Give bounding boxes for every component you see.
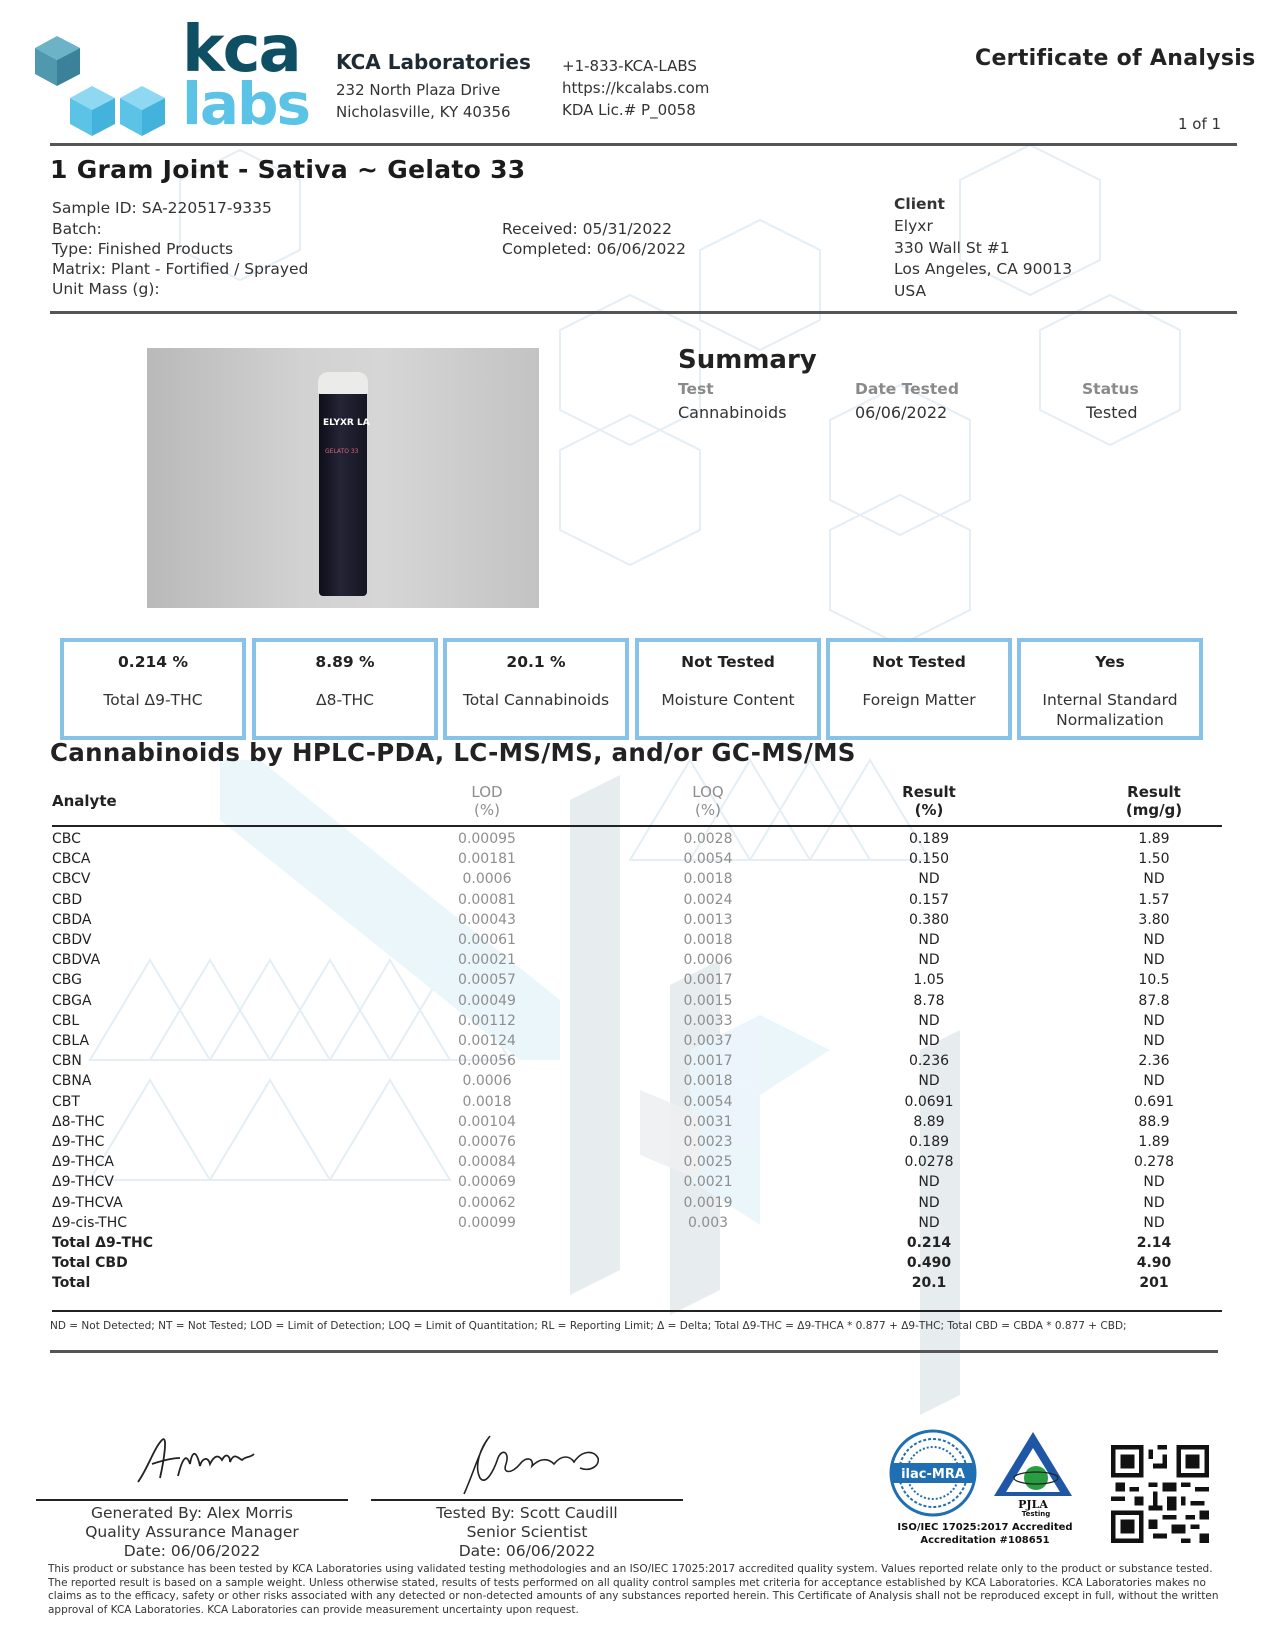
lod-cell: 0.00124: [458, 1033, 516, 1049]
qr-code-icon[interactable]: [1111, 1445, 1209, 1543]
lod-cell: 0.00104: [458, 1113, 516, 1130]
tested-by-title: Senior Scientist: [466, 1523, 588, 1541]
result-box-foreign-matter: [826, 638, 1012, 740]
kca-cubes-logo-icon: [30, 28, 175, 138]
header-divider: [50, 143, 1237, 146]
total-percent-cell: 20.1: [911, 1275, 947, 1292]
result-percent-cell: 8.78: [913, 992, 945, 1009]
total-mg-cell: 2.14: [1136, 1235, 1172, 1251]
completed-date: Completed: 06/06/2022: [502, 240, 687, 258]
analyte-cell: CBN: [52, 1053, 82, 1070]
lod-cell: 0.00069: [458, 1174, 516, 1191]
result-percent-cell: 0.150: [908, 851, 950, 868]
lod-cell: 0.00056: [458, 1053, 516, 1070]
table-row: [52, 930, 1220, 951]
th-result-mg-label: Result: [1127, 783, 1181, 801]
th-lod: [392, 783, 582, 819]
result-mg-cell: 1.89: [1138, 831, 1170, 847]
received-date: Received: 05/31/2022: [502, 220, 673, 238]
th-loq-unit: (%): [695, 801, 721, 819]
box-value: 0.214 %: [118, 653, 188, 671]
product-photo: [147, 348, 539, 608]
pjla-sub-text: Testing: [1021, 1510, 1051, 1518]
result-box-normalization: [1017, 638, 1203, 740]
unit-mass: Unit Mass (g):: [52, 280, 160, 298]
result-percent-cell: ND: [918, 952, 940, 969]
lod-cell: 0.00099: [458, 1214, 516, 1231]
loq-cell: 0.0054: [683, 851, 733, 868]
result-percent-cell: 0.189: [908, 1134, 950, 1150]
generated-by: Generated By: Alex Morris: [91, 1504, 293, 1522]
lod-cell: 0.0018: [462, 1093, 512, 1110]
table-row: [52, 849, 1220, 870]
analyte-cell: Δ9-THC: [52, 1134, 105, 1150]
summary-test: Cannabinoids: [678, 403, 787, 422]
lod-cell: 0.00057: [458, 972, 516, 989]
th-loq: [613, 783, 803, 819]
box-value: Yes: [1095, 653, 1125, 671]
box-value: Not Tested: [872, 653, 966, 671]
table-row: [52, 950, 1220, 971]
summary-col-test: Test: [678, 380, 714, 398]
result-mg-cell: ND: [1143, 1033, 1165, 1049]
loq-cell: 0.0054: [683, 1093, 733, 1110]
result-mg-cell: ND: [1143, 1174, 1165, 1191]
info-divider: [50, 311, 1237, 314]
client-heading: Client: [894, 195, 945, 213]
result-percent-cell: ND: [918, 1194, 940, 1211]
result-mg-cell: 0.691: [1133, 1093, 1175, 1110]
analyte-cell: Δ9-THCV: [52, 1174, 114, 1191]
result-percent-cell: ND: [918, 932, 940, 948]
analyte-cell: Δ8-THC: [52, 1113, 105, 1130]
client-city: Los Angeles, CA 90013: [894, 260, 1073, 278]
loq-cell: 0.0023: [683, 1134, 733, 1150]
box-label: Δ8-THC: [315, 691, 374, 709]
table-total-row: [52, 1273, 1220, 1294]
cannabinoids-section-title: Cannabinoids by HPLC-PDA, LC-MS/MS, and/or GC-MS/MS: [50, 738, 856, 767]
page-number: 1 of 1: [1178, 115, 1222, 133]
analyte-cell: Δ9-THCA: [52, 1154, 114, 1171]
th-result-mg: [1059, 783, 1249, 819]
loq-cell: 0.0025: [683, 1154, 733, 1171]
table-row: [52, 1193, 1220, 1214]
lod-cell: 0.00112: [458, 1012, 516, 1029]
lod-cell: 0.00076: [458, 1134, 516, 1150]
loq-cell: 0.0017: [683, 1053, 733, 1070]
total-label-cell: Total CBD: [52, 1255, 128, 1272]
total-percent-cell: 0.214: [906, 1235, 952, 1251]
table-footnote: ND = Not Detected; NT = Not Tested; LOD = Limit of Detection; LOQ = Limit of Quantitation; RL = Reporting Limit; Δ = Delta; Total Δ9-THC = Δ9-THCA * 0.877 + Δ9-THC; Total CBD = CBDA * 0.877 + CBD;: [50, 1320, 1127, 1332]
summary-col-date: Date Tested: [855, 380, 959, 398]
analyte-cell: CBDVA: [52, 952, 101, 969]
loq-cell: 0.0037: [683, 1033, 733, 1049]
result-box-total-d9thc: [60, 638, 246, 740]
th-lod-unit: (%): [474, 801, 500, 819]
analyte-cell: CBLA: [52, 1033, 90, 1049]
table-row: [52, 1011, 1220, 1032]
summary-status: Tested: [1086, 403, 1138, 422]
table-row: [52, 1051, 1220, 1072]
total-mg-cell: 4.90: [1136, 1255, 1172, 1272]
box-label: Total Δ9-THC: [103, 691, 203, 709]
lab-license: KDA Lic.# P_0058: [562, 101, 696, 119]
loq-cell: 0.0019: [683, 1194, 733, 1211]
summary-title: Summary: [678, 345, 817, 375]
loq-cell: 0.0031: [683, 1113, 733, 1130]
lod-cell: 0.00181: [458, 851, 516, 868]
document-title: Certificate of Analysis: [975, 46, 1256, 71]
result-percent-cell: 0.0691: [904, 1093, 954, 1110]
total-mg-cell: 201: [1139, 1275, 1169, 1292]
box-label: Foreign Matter: [862, 691, 976, 709]
analyte-cell: CBDV: [52, 932, 92, 948]
generated-by-date: Date: 06/06/2022: [123, 1542, 261, 1560]
table-bottom-rule: [52, 1310, 1222, 1312]
result-mg-cell: 87.8: [1138, 992, 1170, 1009]
summary-col-status: Status: [1082, 380, 1139, 398]
accreditation-line2: Accreditation #108651: [920, 1535, 1050, 1546]
result-percent-cell: 0.380: [908, 911, 950, 928]
loq-cell: 0.0024: [683, 891, 733, 908]
table-total-row: [52, 1253, 1220, 1274]
result-mg-cell: 1.50: [1138, 851, 1170, 868]
loq-cell: 0.0013: [683, 911, 733, 928]
footnote-divider: [50, 1350, 1218, 1353]
analyte-cell: CBC: [52, 831, 81, 847]
ilac-text: ilac-MRA: [901, 1467, 965, 1482]
loq-cell: 0.0028: [683, 831, 733, 847]
total-label-cell: Total: [52, 1275, 91, 1292]
analyte-cell: CBG: [52, 972, 82, 989]
logo-text-kca: kca: [182, 13, 300, 87]
th-lod-label: LOD: [471, 783, 503, 801]
loq-cell: 0.0021: [683, 1174, 733, 1191]
logo-text-labs: labs: [182, 70, 310, 138]
analyte-cell: CBT: [52, 1093, 80, 1110]
lod-cell: 0.0006: [462, 871, 512, 888]
result-mg-cell: ND: [1143, 1012, 1165, 1029]
box-value: 20.1 %: [506, 653, 566, 671]
loq-cell: 0.0017: [683, 972, 733, 989]
signature-block-right: [371, 1504, 683, 1561]
result-mg-cell: 1.57: [1138, 891, 1170, 908]
ilac-mra-logo-icon: [888, 1428, 978, 1518]
result-mg-cell: 0.278: [1133, 1154, 1175, 1171]
result-mg-cell: 3.80: [1138, 911, 1170, 928]
table-row: [52, 1112, 1220, 1133]
loq-cell: 0.0033: [683, 1012, 733, 1029]
result-percent-cell: ND: [918, 1073, 940, 1090]
result-box-d8thc: [252, 638, 438, 740]
lod-cell: 0.0006: [462, 1073, 512, 1090]
accreditation-text: [890, 1521, 1080, 1547]
client-name: Elyxr: [894, 217, 933, 235]
result-mg-cell: 88.9: [1138, 1113, 1170, 1130]
result-percent-cell: ND: [918, 1012, 940, 1029]
lab-address-line2: Nicholasville, KY 40356: [336, 103, 511, 121]
signature-block-left: [36, 1504, 348, 1561]
result-box-total-cannabinoids: [443, 638, 629, 740]
box-value: 8.89 %: [315, 653, 375, 671]
result-mg-cell: ND: [1143, 871, 1165, 888]
analyte-cell: CBNA: [52, 1073, 92, 1090]
result-mg-cell: 2.36: [1138, 1053, 1170, 1070]
analyte-cell: Δ9-THCVA: [52, 1194, 123, 1211]
summary-date: 06/06/2022: [855, 403, 948, 422]
client-country: USA: [894, 282, 927, 300]
product-type: Type: Finished Products: [52, 240, 234, 258]
th-result-mg-unit: (mg/g): [1125, 801, 1183, 819]
th-result-percent: [834, 783, 1024, 819]
tube-label-strain: GELATO 33: [325, 448, 359, 455]
product-matrix: Matrix: Plant - Fortified / Sprayed: [52, 260, 309, 278]
table-row: [52, 1071, 1220, 1092]
table-row: [52, 1213, 1220, 1234]
analyte-cell: CBL: [52, 1012, 80, 1029]
total-label-cell: Total Δ9-THC: [52, 1235, 154, 1251]
lod-cell: 0.00062: [458, 1194, 516, 1211]
table-row: [52, 890, 1220, 911]
analyte-cell: Δ9-cis-THC: [52, 1214, 128, 1231]
result-percent-cell: 0.236: [908, 1053, 950, 1070]
loq-cell: 0.0018: [683, 932, 733, 948]
box-label: Moisture Content: [661, 691, 795, 709]
box-label: Internal Standard Normalization: [1042, 691, 1178, 729]
result-percent-cell: 0.0278: [904, 1154, 954, 1171]
table-row: [52, 829, 1220, 850]
table-row: [52, 1172, 1220, 1193]
signature-line-left: [36, 1499, 348, 1501]
result-mg-cell: ND: [1143, 932, 1165, 948]
table-row: [52, 1132, 1220, 1153]
th-analyte: Analyte: [52, 792, 117, 810]
result-percent-cell: ND: [918, 1214, 940, 1231]
lod-cell: 0.00081: [458, 891, 516, 908]
analyte-cell: CBCV: [52, 871, 91, 888]
tested-by: Tested By: Scott Caudill: [436, 1504, 618, 1522]
total-percent-cell: 0.490: [906, 1255, 952, 1272]
signature-alex-morris: [130, 1430, 260, 1490]
lod-cell: 0.00043: [458, 911, 516, 928]
disclaimer-text: This product or substance has been tested by KCA Laboratories using validated testing methodologies and an ISO/IEC 17025:2017 accredited quality system. Values reported relate only to the product or substance tested. The reported result is based on a sample weight. Unless otherwise stated, results of tests performed on all quality control samples met criteria for acceptance established by KCA Laboratories. KCA Laboratories makes no claims as to the efficacy, safety or other risks associated with any detected or non-detected amounts of any substances reported herein. This Certificate of Analysis shall not be reproduced except in full, without the written approval of KCA Laboratories. KCA Laboratories can provide measurement uncertainty upon request.: [48, 1563, 1219, 1616]
lab-name: KCA Laboratories: [336, 50, 531, 74]
result-box-moisture: [635, 638, 821, 740]
loq-cell: 0.0006: [683, 952, 733, 969]
signature-line-right: [371, 1499, 683, 1501]
table-row: [52, 1152, 1220, 1173]
th-result-percent-label: Result: [902, 783, 956, 801]
box-value: Not Tested: [681, 653, 775, 671]
result-mg-cell: ND: [1143, 952, 1165, 969]
lod-cell: 0.00049: [458, 992, 516, 1009]
analyte-cell: CBGA: [52, 992, 92, 1009]
product-title: 1 Gram Joint - Sativa ~ Gelato 33: [50, 155, 526, 184]
client-street: 330 Wall St #1: [894, 239, 1010, 257]
table-row: [52, 1092, 1220, 1113]
sample-id: Sample ID: SA-220517-9335: [52, 199, 272, 217]
tube-cap: [318, 372, 368, 394]
result-percent-cell: ND: [918, 1174, 940, 1191]
lab-website-link[interactable]: https://kcalabs.com: [562, 79, 710, 97]
result-mg-cell: ND: [1143, 1214, 1165, 1231]
result-mg-cell: ND: [1143, 1073, 1165, 1090]
tube-label-brand: ELYXR LA: [323, 418, 370, 428]
result-percent-cell: 0.157: [908, 891, 950, 908]
pjla-logo-icon: [990, 1428, 1076, 1510]
result-percent-cell: ND: [918, 871, 940, 888]
table-row: [52, 970, 1220, 991]
table-row: [52, 869, 1220, 890]
th-result-percent-unit: (%): [914, 801, 944, 819]
table-total-row: [52, 1233, 1220, 1254]
lab-address-line1: 232 North Plaza Drive: [336, 81, 501, 99]
result-mg-cell: 1.89: [1138, 1134, 1170, 1150]
result-percent-cell: 8.89: [913, 1113, 945, 1130]
signature-scott-caudill: [450, 1428, 610, 1498]
result-percent-cell: 0.189: [908, 831, 950, 847]
loq-cell: 0.0018: [683, 1073, 733, 1090]
table-header-rule: [52, 825, 1222, 827]
table-row: [52, 910, 1220, 931]
result-mg-cell: 10.5: [1138, 972, 1170, 989]
pjla-text: PJLA: [1018, 1498, 1048, 1511]
loq-cell: 0.0018: [683, 871, 733, 888]
batch: Batch:: [52, 220, 102, 238]
lod-cell: 0.00021: [458, 952, 516, 969]
lab-phone: +1-833-KCA-LABS: [562, 57, 697, 75]
lod-cell: 0.00095: [458, 831, 516, 847]
analyte-cell: CBD: [52, 891, 83, 908]
box-label: Total Cannabinoids: [462, 691, 610, 709]
th-loq-label: LOQ: [692, 783, 724, 801]
tested-by-date: Date: 06/06/2022: [458, 1542, 596, 1560]
loq-cell: 0.003: [687, 1214, 729, 1231]
lod-cell: 0.00084: [458, 1154, 516, 1171]
accreditation-line1: ISO/IEC 17025:2017 Accredited: [897, 1522, 1073, 1533]
analyte-cell: CBCA: [52, 851, 91, 868]
analyte-cell: CBDA: [52, 911, 92, 928]
result-percent-cell: ND: [918, 1033, 940, 1049]
lod-cell: 0.00061: [458, 932, 516, 948]
loq-cell: 0.0015: [683, 992, 733, 1009]
result-percent-cell: 1.05: [913, 972, 945, 989]
table-row: [52, 1031, 1220, 1052]
table-row: [52, 991, 1220, 1012]
result-mg-cell: ND: [1143, 1194, 1165, 1211]
joint-tube: [319, 382, 370, 596]
generated-by-title: Quality Assurance Manager: [85, 1523, 299, 1541]
